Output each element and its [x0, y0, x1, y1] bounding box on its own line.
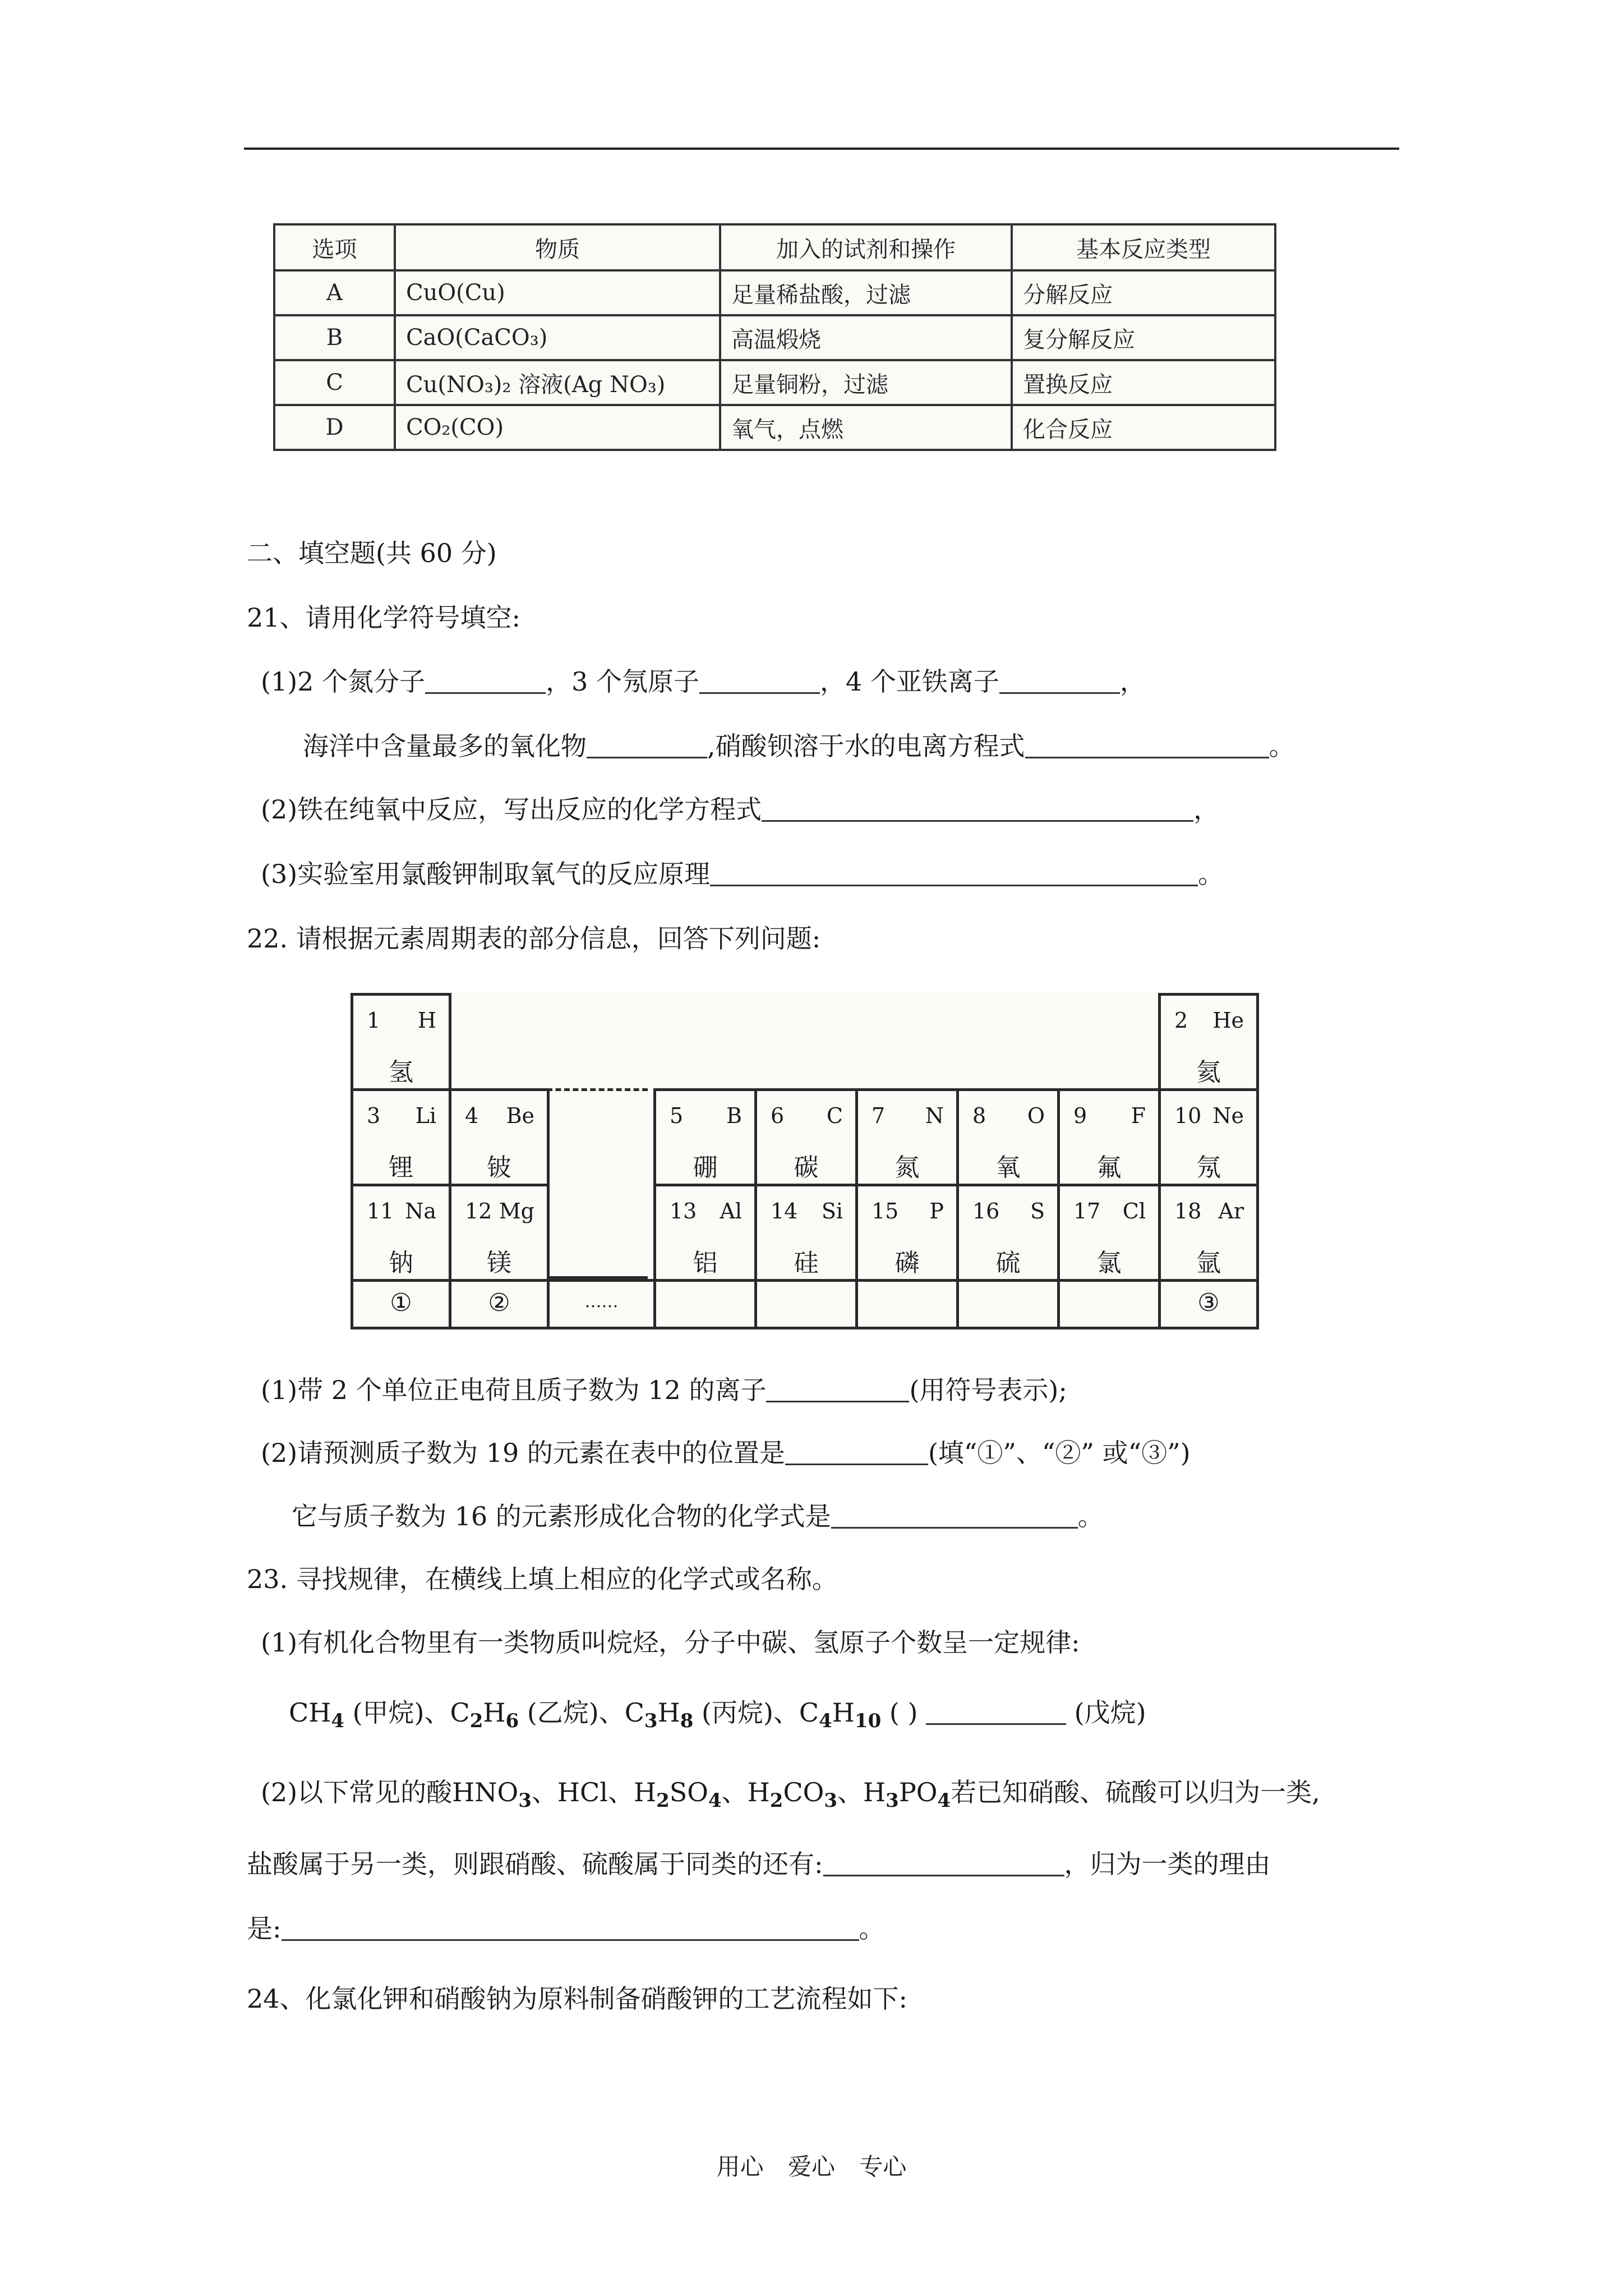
question-text: ,硝酸钡溶于水的电离方程式	[707, 731, 1025, 761]
atomic-number: 17	[1073, 1199, 1101, 1223]
question-21-part1-line2	[303, 733, 1295, 759]
answer-blank[interactable]	[710, 864, 1198, 886]
atomic-number: 1	[367, 1008, 381, 1033]
element-symbol: P	[929, 1199, 944, 1223]
answer-blank[interactable]	[926, 1703, 1066, 1725]
options-table	[273, 223, 1276, 451]
answer-blank[interactable]	[282, 1919, 859, 1941]
element-name: 锂	[389, 1153, 413, 1182]
table-row	[274, 270, 1275, 315]
table-cell: Cu(NO₃)₂ 溶液(Ag NO₃)	[395, 360, 720, 405]
question-text: (填“①”、“②” 或“③”)	[928, 1438, 1191, 1468]
element-symbol: Li	[415, 1103, 436, 1128]
element-symbol: Mg	[499, 1199, 534, 1223]
formula-part: HNO	[452, 1777, 519, 1807]
atomic-number: 18	[1174, 1199, 1202, 1223]
formula-subscript: 2	[469, 1710, 483, 1732]
atomic-number: 5	[670, 1103, 684, 1128]
formula-subscript: 4	[937, 1789, 951, 1812]
empty-cell	[653, 1279, 757, 1329]
element-cell-na	[351, 1184, 451, 1282]
formula-subscript: 6	[505, 1710, 519, 1732]
position-cell-2	[449, 1279, 550, 1329]
question-22-part2b	[292, 1503, 1104, 1529]
position-cell-gap	[547, 1279, 656, 1329]
atomic-number: 11	[367, 1199, 394, 1223]
empty-cell	[1057, 1279, 1161, 1329]
table-row	[274, 405, 1275, 450]
question-text: (1)2 个氮分子	[261, 666, 426, 697]
element-cell-s	[956, 1184, 1060, 1282]
atomic-number: 4	[465, 1103, 479, 1128]
formula-part: PO	[898, 1777, 938, 1807]
question-text: ，归为一类的理由	[1064, 1849, 1271, 1879]
formula-subscript: 3	[644, 1710, 658, 1732]
element-name: 硼	[693, 1153, 718, 1182]
question-text: (2)铁在纯氧中反应，写出反应的化学方程式	[261, 794, 762, 825]
position-mark: ①	[390, 1289, 412, 1317]
question-21-title: 21、请用化学符号填空:	[247, 602, 521, 633]
answer-blank[interactable]	[831, 1507, 1078, 1529]
question-text: 它与质子数为 16 的元素形成化合物的化学式是	[292, 1501, 831, 1531]
atomic-number: 16	[972, 1199, 1000, 1223]
question-text: 若已知硝酸、硫酸可以归为一类,	[951, 1777, 1320, 1807]
table-cell: 足量铜粉，过滤	[720, 360, 1012, 405]
question-text: 是:	[247, 1913, 282, 1944]
element-cell-li	[351, 1088, 451, 1186]
atomic-number: 8	[972, 1103, 986, 1128]
formula-subscript: 4	[819, 1710, 832, 1732]
answer-blank[interactable]	[785, 1443, 928, 1465]
table-header-cell: 加入的试剂和操作	[720, 224, 1012, 270]
answer-blank[interactable]	[823, 1855, 1064, 1876]
atomic-number: 9	[1073, 1103, 1087, 1128]
element-cell-al	[653, 1184, 757, 1282]
element-name: 镁	[487, 1249, 511, 1277]
element-cell-o	[956, 1088, 1060, 1186]
element-name: 磷	[895, 1249, 920, 1277]
section-title: 二、填空题(共 60 分)	[247, 538, 497, 568]
element-symbol: He	[1212, 1008, 1244, 1033]
element-cell-ar	[1158, 1184, 1259, 1282]
table-header-cell: 物质	[395, 224, 720, 270]
answer-blank[interactable]	[587, 737, 707, 758]
table-cell: 氧气，点燃	[720, 405, 1012, 450]
element-name: 氦	[1196, 1058, 1221, 1087]
formula-subscript: 3	[886, 1789, 899, 1812]
atomic-number: 10	[1174, 1103, 1202, 1128]
ellipsis-mark: ……	[584, 1292, 619, 1312]
question-text: ，3 个氖原子	[546, 666, 699, 697]
formula-part: H	[483, 1697, 506, 1728]
formula-part: C	[624, 1697, 644, 1728]
formula-subscript: 8	[680, 1710, 694, 1732]
question-text: ，4 个亚铁离子	[819, 666, 999, 697]
question-text: (3)实验室用氯酸钾制取氧气的反应原理	[261, 859, 711, 889]
alkane-name: (甲烷)	[352, 1697, 425, 1728]
table-cell: A	[274, 270, 395, 315]
element-symbol: Ne	[1212, 1103, 1244, 1128]
formula-part: C	[450, 1697, 470, 1728]
formula-subscript: 3	[824, 1789, 838, 1812]
element-symbol: O	[1027, 1103, 1045, 1128]
element-symbol: Cl	[1122, 1199, 1146, 1223]
atomic-number: 14	[771, 1199, 798, 1223]
empty-cell	[956, 1279, 1060, 1329]
table-cell: 分解反应	[1012, 270, 1275, 315]
atomic-number: 2	[1174, 1008, 1188, 1033]
position-mark: ②	[488, 1289, 510, 1317]
table-header-row	[274, 224, 1275, 270]
atomic-number: 15	[872, 1199, 899, 1223]
element-symbol: Be	[506, 1103, 534, 1128]
formula-subscript: 2	[769, 1789, 783, 1812]
element-cell-p	[855, 1184, 959, 1282]
question-21-part2	[261, 794, 1220, 825]
question-text: 。	[859, 1913, 885, 1944]
formula-subscript: 10	[854, 1710, 882, 1732]
question-23-title: 23. 寻找规律，在横线上填上相应的化学式或名称。	[247, 1564, 838, 1594]
formula-part: CH	[289, 1697, 331, 1728]
question-text: 。	[1077, 1501, 1104, 1531]
alkane-name: (戊烷)	[1074, 1697, 1146, 1728]
question-text: ，	[1193, 794, 1220, 825]
element-cell-ne	[1158, 1088, 1259, 1186]
table-cell: 复分解反应	[1012, 315, 1275, 360]
table-header-cell: 基本反应类型	[1012, 224, 1275, 270]
element-name: 碳	[794, 1153, 819, 1182]
element-name: 氖	[1196, 1153, 1221, 1182]
formula-part: H	[832, 1697, 855, 1728]
element-name: 氩	[1196, 1249, 1221, 1277]
table-cell: D	[274, 405, 395, 450]
element-symbol: H	[417, 1008, 436, 1033]
empty-cell	[855, 1279, 959, 1329]
element-name: 氢	[389, 1058, 413, 1087]
alkane-name[interactable]: ( )	[889, 1697, 918, 1728]
formula-part: 、HCl、H	[531, 1777, 657, 1807]
formula-part: 、H	[837, 1777, 886, 1807]
question-21-part1-line1	[261, 666, 1146, 697]
page-footer: 用心 爱心 专心	[716, 2153, 907, 2180]
question-23-part2	[261, 1779, 1320, 1810]
question-24-title: 24、化氯化钾和硝酸钠为原料制备硝酸钾的工艺流程如下:	[247, 1984, 908, 2014]
answer-blank[interactable]	[762, 800, 1193, 822]
element-symbol: C	[826, 1103, 843, 1128]
question-text: 。	[1269, 731, 1295, 761]
element-cell-be	[449, 1088, 550, 1186]
table-cell: 置换反应	[1012, 360, 1275, 405]
atomic-number: 13	[670, 1199, 697, 1223]
element-symbol: Al	[720, 1199, 742, 1223]
element-symbol: Na	[405, 1199, 436, 1223]
element-name: 钠	[389, 1249, 413, 1277]
empty-cell	[754, 1279, 858, 1329]
atomic-number: 3	[367, 1103, 381, 1128]
question-text: (用符号表示);	[909, 1375, 1067, 1405]
atomic-number: 12	[465, 1199, 492, 1223]
question-text: (1)带 2 个单位正电荷且质子数为 12 的离子	[261, 1375, 767, 1405]
formula-part: H	[657, 1697, 680, 1728]
answer-blank[interactable]	[999, 672, 1120, 694]
table-row	[274, 360, 1275, 405]
table-cell: CO₂(CO)	[395, 405, 720, 450]
table-cell: C	[274, 360, 395, 405]
element-name: 硅	[794, 1249, 819, 1277]
element-symbol: N	[925, 1103, 944, 1128]
question-text: 盐酸属于另一类，则跟硝酸、硫酸属于同类的还有:	[247, 1849, 823, 1879]
alkane-name: (丙烷)	[702, 1697, 773, 1728]
table-cell: B	[274, 315, 395, 360]
answer-blank[interactable]	[1025, 737, 1269, 758]
table-cell: 足量稀盐酸，过滤	[720, 270, 1012, 315]
question-21-part3	[261, 861, 1224, 887]
element-name: 硫	[995, 1249, 1021, 1277]
element-symbol: Si	[821, 1199, 843, 1223]
element-name: 铝	[693, 1249, 718, 1277]
formula-part: C	[799, 1697, 819, 1728]
formula-subscript: 3	[518, 1789, 532, 1812]
question-text: 海洋中含量最多的氧化物	[303, 731, 587, 761]
question-23-part1: (1)有机化合物里有一类物质叫烷烃，分子中碳、氢原子个数呈一定规律:	[261, 1627, 1080, 1658]
element-name: 氯	[1096, 1249, 1122, 1277]
answer-blank[interactable]	[766, 1381, 909, 1402]
formula-part: 、H	[721, 1777, 770, 1807]
element-name: 氧	[995, 1153, 1021, 1182]
question-22-part2	[261, 1440, 1191, 1466]
alkane-series: $CH_4$ (甲烷)、$C_2H_6$ (乙烷)、$C_3H_8$ (丙烷)、$C_4H_{10}$ ( ) (戊烷)	[289, 1697, 1146, 1732]
element-symbol: S	[1030, 1199, 1045, 1223]
question-text: 。	[1198, 859, 1224, 889]
alkane-name: (乙烷)	[527, 1697, 599, 1728]
element-cell-cl	[1057, 1184, 1161, 1282]
element-cell-c	[754, 1088, 858, 1186]
table-row	[274, 315, 1275, 360]
formula-subscript: 4	[331, 1710, 344, 1732]
header-rule	[244, 148, 1399, 150]
element-cell-b	[653, 1088, 757, 1186]
formula-subscript: 4	[708, 1789, 722, 1812]
table-cell: CaO(CaCO₃)	[395, 315, 720, 360]
position-cell-1	[351, 1279, 451, 1329]
element-cell-h	[351, 993, 451, 1091]
periodic-table	[351, 993, 1259, 1329]
formula-part: CO	[783, 1777, 824, 1807]
answer-blank[interactable]	[699, 672, 820, 694]
formula-subscript: 2	[656, 1789, 670, 1812]
element-name: 氟	[1096, 1153, 1122, 1182]
table-header-cell: 选项	[274, 224, 395, 270]
element-cell-he	[1158, 993, 1259, 1091]
element-name: 氮	[895, 1153, 920, 1182]
position-mark: ③	[1197, 1289, 1220, 1317]
element-cell-mg	[449, 1184, 550, 1282]
question-text: ，	[1119, 666, 1146, 697]
table-cell: CuO(Cu)	[395, 270, 720, 315]
question-text: (2)请预测质子数为 19 的元素在表中的位置是	[261, 1438, 785, 1468]
question-22-title: 22. 请根据元素周期表的部分信息，回答下列问题:	[247, 923, 821, 954]
answer-blank[interactable]	[425, 672, 546, 694]
atomic-number: 7	[872, 1103, 886, 1128]
element-cell-si	[754, 1184, 858, 1282]
question-23-part2b	[247, 1851, 1271, 1877]
position-cell-3	[1158, 1279, 1259, 1329]
element-symbol: Ar	[1218, 1199, 1244, 1223]
element-cell-n	[855, 1088, 959, 1186]
element-cell-f	[1057, 1088, 1161, 1186]
question-text: (2)以下常见的酸	[261, 1777, 453, 1807]
atomic-number: 6	[771, 1103, 785, 1128]
table-cell: 高温煅烧	[720, 315, 1012, 360]
table-cell: 化合反应	[1012, 405, 1275, 450]
element-symbol: F	[1131, 1103, 1146, 1128]
element-symbol: B	[726, 1103, 742, 1128]
question-22-part1	[261, 1377, 1067, 1403]
formula-part: SO	[669, 1777, 708, 1807]
transition-gap	[547, 1088, 648, 1279]
element-name: 铍	[487, 1153, 511, 1182]
question-23-part2c	[247, 1913, 885, 1944]
